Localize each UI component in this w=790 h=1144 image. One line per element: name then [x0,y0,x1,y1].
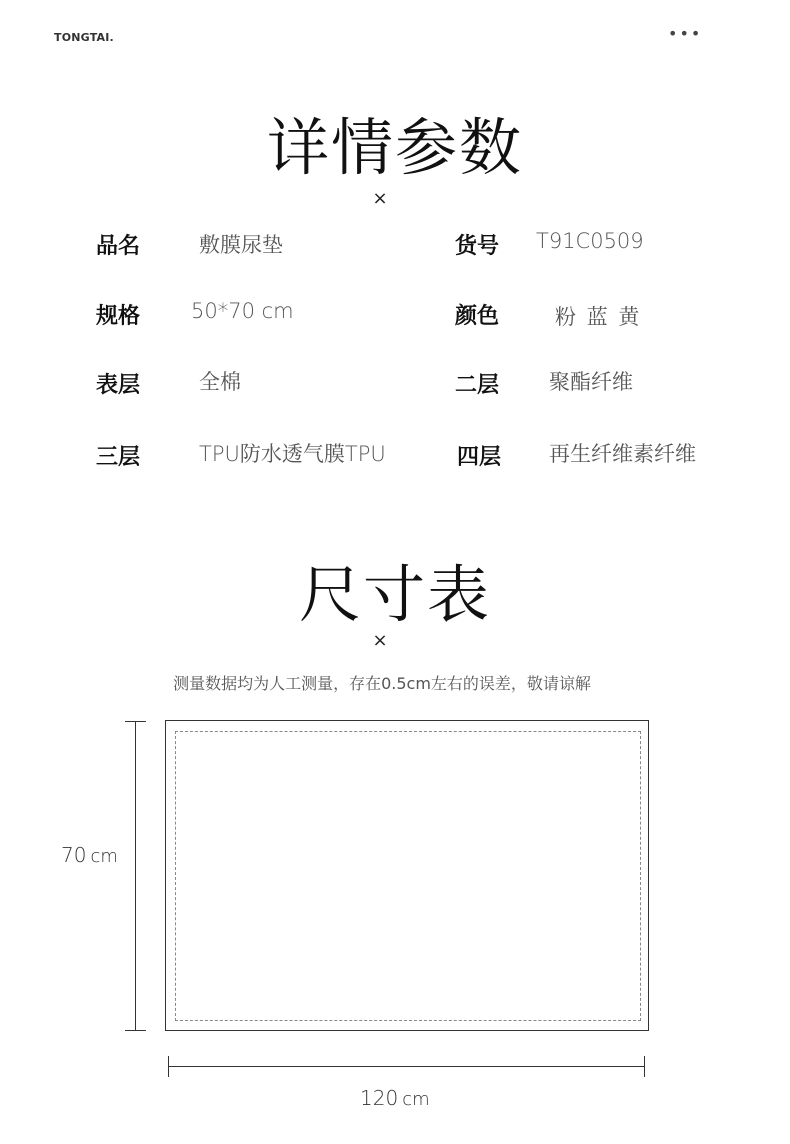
size-chart-divider: × [372,630,388,651]
measurement-note: 测量数据均为人工测量，存在0.5cm左右的误差，敬请谅解 [173,674,591,693]
width-unit: cm [402,1089,430,1110]
size-chart-title: 尺寸表 [298,558,491,631]
spec-value-size: 50*70 cm [191,299,294,323]
spec-value-name: 敷膜尿垫 [199,233,283,257]
brand-logo: TONGTAI. [54,31,114,44]
width-dimension-label [360,1086,430,1110]
spec-value-color: 粉 蓝 黄 [555,305,642,329]
spec-value-third-layer: TPU防水透气膜TPU [199,442,386,466]
width-dimension-cap-right [644,1056,645,1077]
spec-value-second-layer: 聚酯纤维 [549,370,633,394]
width-dimension-line [168,1066,645,1067]
spec-label-top-layer: 表层 [96,373,141,398]
details-divider: × [372,188,388,209]
spec-label-fourth-layer: 四层 [457,445,502,470]
height-unit: cm [90,846,118,867]
height-dimension-label [61,843,118,867]
height-dimension-cap-bottom [125,1030,146,1031]
spec-label-name: 品名 [96,234,141,259]
width-value: 120 [360,1086,399,1110]
ellipsis-icon[interactable]: ••• [668,24,703,43]
spec-value-item-no: T91C0509 [536,229,644,253]
spec-value-top-layer: 全棉 [199,370,241,394]
spec-value-fourth-layer: 再生纤维素纤维 [549,442,696,466]
spec-label-second-layer: 二层 [455,373,500,398]
pad-inner-dashed-outline [175,731,641,1021]
height-value: 70 [61,843,87,867]
height-dimension-line [135,721,136,1031]
details-title: 详情参数 [266,111,523,184]
spec-label-size: 规格 [96,304,141,329]
spec-label-color: 颜色 [455,304,500,329]
height-dimension-cap-top [125,721,146,722]
width-dimension-cap-left [168,1056,169,1077]
spec-label-item-no: 货号 [455,234,500,259]
spec-label-third-layer: 三层 [96,445,141,470]
